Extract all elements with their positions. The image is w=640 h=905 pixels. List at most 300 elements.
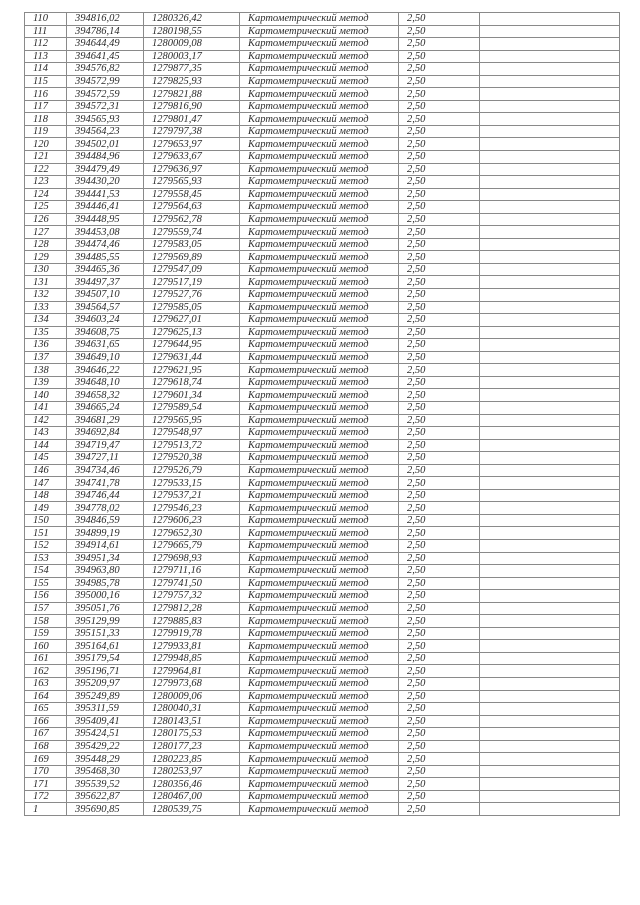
accuracy-cell: 2,50: [399, 38, 480, 51]
y-coordinate-cell: 1279644,95: [144, 339, 240, 352]
note-cell: [480, 13, 620, 26]
note-cell: [480, 401, 620, 414]
x-coordinate-cell: 394507,10: [67, 289, 144, 302]
method-cell: Картометрический метод: [240, 803, 399, 816]
x-coordinate-cell: 394564,57: [67, 301, 144, 314]
accuracy-cell: 2,50: [399, 13, 480, 26]
point-number-cell: 153: [25, 552, 67, 565]
table-row: [25, 414, 620, 427]
method-cell: Картометрический метод: [240, 251, 399, 264]
y-coordinate-cell: 1280040,31: [144, 703, 240, 716]
point-number-cell: 146: [25, 464, 67, 477]
table-row: [25, 728, 620, 741]
point-number-cell: 166: [25, 715, 67, 728]
table-row: [25, 665, 620, 678]
point-number-cell: 150: [25, 514, 67, 527]
note-cell: [480, 464, 620, 477]
note-cell: [480, 138, 620, 151]
note-cell: [480, 740, 620, 753]
point-number-cell: 160: [25, 640, 67, 653]
method-cell: Картометрический метод: [240, 552, 399, 565]
x-coordinate-cell: 395196,71: [67, 665, 144, 678]
accuracy-cell: 2,50: [399, 565, 480, 578]
y-coordinate-cell: 1279564,63: [144, 201, 240, 214]
accuracy-cell: 2,50: [399, 803, 480, 816]
x-coordinate-cell: 394816,02: [67, 13, 144, 26]
table-row: [25, 527, 620, 540]
point-number-cell: 123: [25, 176, 67, 189]
point-number-cell: 157: [25, 602, 67, 615]
note-cell: [480, 25, 620, 38]
note-cell: [480, 690, 620, 703]
table-row: [25, 301, 620, 314]
method-cell: Картометрический метод: [240, 289, 399, 302]
point-number-cell: 145: [25, 452, 67, 465]
x-coordinate-cell: 394719,47: [67, 439, 144, 452]
method-cell: Картометрический метод: [240, 25, 399, 38]
note-cell: [480, 88, 620, 101]
point-number-cell: 119: [25, 125, 67, 138]
table-row: [25, 188, 620, 201]
method-cell: Картометрический метод: [240, 728, 399, 741]
table-row: [25, 151, 620, 164]
point-number-cell: 125: [25, 201, 67, 214]
y-coordinate-cell: 1279517,19: [144, 276, 240, 289]
table-row: [25, 201, 620, 214]
note-cell: [480, 376, 620, 389]
accuracy-cell: 2,50: [399, 452, 480, 465]
x-coordinate-cell: 394641,45: [67, 50, 144, 63]
accuracy-cell: 2,50: [399, 715, 480, 728]
x-coordinate-cell: 395151,33: [67, 627, 144, 640]
accuracy-cell: 2,50: [399, 125, 480, 138]
table-row: [25, 364, 620, 377]
table-row: [25, 740, 620, 753]
x-coordinate-cell: 394734,46: [67, 464, 144, 477]
accuracy-cell: 2,50: [399, 414, 480, 427]
y-coordinate-cell: 1279973,68: [144, 677, 240, 690]
note-cell: [480, 552, 620, 565]
x-coordinate-cell: 395468,30: [67, 765, 144, 778]
y-coordinate-cell: 1279583,05: [144, 238, 240, 251]
table-row: [25, 138, 620, 151]
note-cell: [480, 803, 620, 816]
point-number-cell: 132: [25, 289, 67, 302]
accuracy-cell: 2,50: [399, 326, 480, 339]
x-coordinate-cell: 394963,80: [67, 565, 144, 578]
note-cell: [480, 615, 620, 628]
method-cell: Картометрический метод: [240, 213, 399, 226]
point-number-cell: 158: [25, 615, 67, 628]
note-cell: [480, 50, 620, 63]
x-coordinate-cell: 395311,59: [67, 703, 144, 716]
point-number-cell: 162: [25, 665, 67, 678]
x-coordinate-cell: 395622,87: [67, 790, 144, 803]
method-cell: Картометрический метод: [240, 502, 399, 515]
y-coordinate-cell: 1279546,23: [144, 502, 240, 515]
y-coordinate-cell: 1279821,88: [144, 88, 240, 101]
note-cell: [480, 590, 620, 603]
x-coordinate-cell: 394846,59: [67, 514, 144, 527]
note-cell: [480, 151, 620, 164]
point-number-cell: 169: [25, 753, 67, 766]
accuracy-cell: 2,50: [399, 765, 480, 778]
x-coordinate-cell: 394479,49: [67, 163, 144, 176]
table-row: [25, 326, 620, 339]
x-coordinate-cell: 395539,52: [67, 778, 144, 791]
table-row: [25, 263, 620, 276]
x-coordinate-cell: 394465,36: [67, 263, 144, 276]
y-coordinate-cell: 1279533,15: [144, 477, 240, 490]
note-cell: [480, 502, 620, 515]
y-coordinate-cell: 1280175,53: [144, 728, 240, 741]
accuracy-cell: 2,50: [399, 502, 480, 515]
point-number-cell: 161: [25, 652, 67, 665]
x-coordinate-cell: 395448,29: [67, 753, 144, 766]
y-coordinate-cell: 1280198,55: [144, 25, 240, 38]
y-coordinate-cell: 1279589,54: [144, 401, 240, 414]
y-coordinate-cell: 1280177,23: [144, 740, 240, 753]
x-coordinate-cell: 394914,61: [67, 539, 144, 552]
point-number-cell: 155: [25, 577, 67, 590]
note-cell: [480, 627, 620, 640]
accuracy-cell: 2,50: [399, 577, 480, 590]
accuracy-cell: 2,50: [399, 88, 480, 101]
note-cell: [480, 527, 620, 540]
x-coordinate-cell: 394649,10: [67, 351, 144, 364]
point-number-cell: 113: [25, 50, 67, 63]
note-cell: [480, 577, 620, 590]
table-row: [25, 75, 620, 88]
y-coordinate-cell: 1279559,74: [144, 226, 240, 239]
accuracy-cell: 2,50: [399, 339, 480, 352]
x-coordinate-cell: 395051,76: [67, 602, 144, 615]
accuracy-cell: 2,50: [399, 63, 480, 76]
accuracy-cell: 2,50: [399, 389, 480, 402]
x-coordinate-cell: 394727,11: [67, 452, 144, 465]
x-coordinate-cell: 394778,02: [67, 502, 144, 515]
y-coordinate-cell: 1279621,95: [144, 364, 240, 377]
table-row: [25, 38, 620, 51]
method-cell: Картометрический метод: [240, 565, 399, 578]
table-row: [25, 765, 620, 778]
method-cell: Картометрический метод: [240, 439, 399, 452]
note-cell: [480, 765, 620, 778]
note-cell: [480, 652, 620, 665]
point-number-cell: 140: [25, 389, 67, 402]
method-cell: Картометрический метод: [240, 339, 399, 352]
table-row: [25, 803, 620, 816]
accuracy-cell: 2,50: [399, 790, 480, 803]
point-number-cell: 120: [25, 138, 67, 151]
table-row: [25, 213, 620, 226]
table-row: [25, 464, 620, 477]
accuracy-cell: 2,50: [399, 539, 480, 552]
y-coordinate-cell: 1279948,85: [144, 652, 240, 665]
table-row: [25, 63, 620, 76]
y-coordinate-cell: 1279816,90: [144, 100, 240, 113]
note-cell: [480, 439, 620, 452]
x-coordinate-cell: 394572,59: [67, 88, 144, 101]
x-coordinate-cell: 394484,96: [67, 151, 144, 164]
y-coordinate-cell: 1279565,95: [144, 414, 240, 427]
note-cell: [480, 427, 620, 440]
point-number-cell: 142: [25, 414, 67, 427]
x-coordinate-cell: 395209,97: [67, 677, 144, 690]
point-number-cell: 128: [25, 238, 67, 251]
table-row: [25, 163, 620, 176]
method-cell: Картометрический метод: [240, 652, 399, 665]
accuracy-cell: 2,50: [399, 364, 480, 377]
point-number-cell: 116: [25, 88, 67, 101]
note-cell: [480, 602, 620, 615]
x-coordinate-cell: 394441,53: [67, 188, 144, 201]
y-coordinate-cell: 1279601,34: [144, 389, 240, 402]
method-cell: Картометрический метод: [240, 176, 399, 189]
table-row: [25, 477, 620, 490]
note-cell: [480, 514, 620, 527]
note-cell: [480, 414, 620, 427]
method-cell: Картометрический метод: [240, 125, 399, 138]
table-row: [25, 100, 620, 113]
table-row: [25, 427, 620, 440]
y-coordinate-cell: 1280253,97: [144, 765, 240, 778]
y-coordinate-cell: 1279801,47: [144, 113, 240, 126]
x-coordinate-cell: 395000,16: [67, 590, 144, 603]
y-coordinate-cell: 1279885,83: [144, 615, 240, 628]
x-coordinate-cell: 395690,85: [67, 803, 144, 816]
x-coordinate-cell: 394646,22: [67, 364, 144, 377]
table-row: [25, 615, 620, 628]
y-coordinate-cell: 1280223,85: [144, 753, 240, 766]
point-number-cell: 114: [25, 63, 67, 76]
point-number-cell: 156: [25, 590, 67, 603]
method-cell: Картометрический метод: [240, 765, 399, 778]
y-coordinate-cell: 1280356,46: [144, 778, 240, 791]
point-number-cell: 131: [25, 276, 67, 289]
point-number-cell: 134: [25, 314, 67, 327]
point-number-cell: 165: [25, 703, 67, 716]
accuracy-cell: 2,50: [399, 351, 480, 364]
y-coordinate-cell: 1279757,32: [144, 590, 240, 603]
point-number-cell: 164: [25, 690, 67, 703]
note-cell: [480, 251, 620, 264]
method-cell: Картометрический метод: [240, 151, 399, 164]
y-coordinate-cell: 1279825,93: [144, 75, 240, 88]
accuracy-cell: 2,50: [399, 489, 480, 502]
table-row: [25, 539, 620, 552]
y-coordinate-cell: 1279513,72: [144, 439, 240, 452]
accuracy-cell: 2,50: [399, 376, 480, 389]
table-row: [25, 602, 620, 615]
y-coordinate-cell: 1279526,79: [144, 464, 240, 477]
point-number-cell: 152: [25, 539, 67, 552]
accuracy-cell: 2,50: [399, 477, 480, 490]
point-number-cell: 151: [25, 527, 67, 540]
method-cell: Картометрический метод: [240, 326, 399, 339]
x-coordinate-cell: 394658,32: [67, 389, 144, 402]
accuracy-cell: 2,50: [399, 703, 480, 716]
y-coordinate-cell: 1279741,50: [144, 577, 240, 590]
y-coordinate-cell: 1280326,42: [144, 13, 240, 26]
accuracy-cell: 2,50: [399, 677, 480, 690]
table-row: [25, 627, 620, 640]
point-number-cell: 172: [25, 790, 67, 803]
table-row: [25, 577, 620, 590]
point-number-cell: 159: [25, 627, 67, 640]
note-cell: [480, 790, 620, 803]
x-coordinate-cell: 395129,99: [67, 615, 144, 628]
y-coordinate-cell: 1279547,09: [144, 263, 240, 276]
method-cell: Картометрический метод: [240, 602, 399, 615]
x-coordinate-cell: 394497,37: [67, 276, 144, 289]
point-number-cell: 121: [25, 151, 67, 164]
point-number-cell: 168: [25, 740, 67, 753]
y-coordinate-cell: 1279633,67: [144, 151, 240, 164]
accuracy-cell: 2,50: [399, 151, 480, 164]
note-cell: [480, 364, 620, 377]
accuracy-cell: 2,50: [399, 753, 480, 766]
method-cell: Картометрический метод: [240, 50, 399, 63]
y-coordinate-cell: 1280539,75: [144, 803, 240, 816]
x-coordinate-cell: 394786,14: [67, 25, 144, 38]
accuracy-cell: 2,50: [399, 602, 480, 615]
accuracy-cell: 2,50: [399, 552, 480, 565]
point-number-cell: 147: [25, 477, 67, 490]
y-coordinate-cell: 1280467,00: [144, 790, 240, 803]
method-cell: Картометрический метод: [240, 703, 399, 716]
x-coordinate-cell: 394430,20: [67, 176, 144, 189]
note-cell: [480, 539, 620, 552]
table-row: [25, 753, 620, 766]
table-row: [25, 113, 620, 126]
x-coordinate-cell: 394631,65: [67, 339, 144, 352]
point-number-cell: 141: [25, 401, 67, 414]
table-row: [25, 251, 620, 264]
y-coordinate-cell: 1279877,35: [144, 63, 240, 76]
x-coordinate-cell: 394572,31: [67, 100, 144, 113]
accuracy-cell: 2,50: [399, 201, 480, 214]
accuracy-cell: 2,50: [399, 652, 480, 665]
method-cell: Картометрический метод: [240, 514, 399, 527]
accuracy-cell: 2,50: [399, 163, 480, 176]
x-coordinate-cell: 395409,41: [67, 715, 144, 728]
y-coordinate-cell: 1279520,38: [144, 452, 240, 465]
table-row: [25, 314, 620, 327]
method-cell: Картометрический метод: [240, 615, 399, 628]
x-coordinate-cell: 394485,55: [67, 251, 144, 264]
method-cell: Картометрический метод: [240, 88, 399, 101]
point-number-cell: 115: [25, 75, 67, 88]
accuracy-cell: 2,50: [399, 263, 480, 276]
method-cell: Картометрический метод: [240, 188, 399, 201]
note-cell: [480, 201, 620, 214]
x-coordinate-cell: 394648,10: [67, 376, 144, 389]
method-cell: Картометрический метод: [240, 527, 399, 540]
y-coordinate-cell: 1279618,74: [144, 376, 240, 389]
method-cell: Картометрический метод: [240, 75, 399, 88]
accuracy-cell: 2,50: [399, 50, 480, 63]
accuracy-cell: 2,50: [399, 740, 480, 753]
table-row: [25, 289, 620, 302]
table-row: [25, 276, 620, 289]
method-cell: Картометрический метод: [240, 577, 399, 590]
point-number-cell: 130: [25, 263, 67, 276]
note-cell: [480, 226, 620, 239]
accuracy-cell: 2,50: [399, 251, 480, 264]
y-coordinate-cell: 1280143,51: [144, 715, 240, 728]
note-cell: [480, 289, 620, 302]
note-cell: [480, 715, 620, 728]
accuracy-cell: 2,50: [399, 439, 480, 452]
note-cell: [480, 314, 620, 327]
x-coordinate-cell: 394681,29: [67, 414, 144, 427]
point-number-cell: 127: [25, 226, 67, 239]
point-number-cell: 167: [25, 728, 67, 741]
y-coordinate-cell: 1279558,45: [144, 188, 240, 201]
note-cell: [480, 63, 620, 76]
point-number-cell: 135: [25, 326, 67, 339]
point-number-cell: 171: [25, 778, 67, 791]
method-cell: Картометрический метод: [240, 201, 399, 214]
point-number-cell: 122: [25, 163, 67, 176]
point-number-cell: 126: [25, 213, 67, 226]
method-cell: Картометрический метод: [240, 376, 399, 389]
method-cell: Картометрический метод: [240, 100, 399, 113]
method-cell: Картометрический метод: [240, 778, 399, 791]
y-coordinate-cell: 1279625,13: [144, 326, 240, 339]
accuracy-cell: 2,50: [399, 690, 480, 703]
point-number-cell: 138: [25, 364, 67, 377]
method-cell: Картометрический метод: [240, 627, 399, 640]
method-cell: Картометрический метод: [240, 690, 399, 703]
x-coordinate-cell: 394665,24: [67, 401, 144, 414]
accuracy-cell: 2,50: [399, 778, 480, 791]
note-cell: [480, 665, 620, 678]
x-coordinate-cell: 394572,99: [67, 75, 144, 88]
y-coordinate-cell: 1279627,01: [144, 314, 240, 327]
note-cell: [480, 38, 620, 51]
note-cell: [480, 213, 620, 226]
x-coordinate-cell: 394985,78: [67, 577, 144, 590]
method-cell: Картометрический метод: [240, 301, 399, 314]
point-number-cell: 139: [25, 376, 67, 389]
accuracy-cell: 2,50: [399, 226, 480, 239]
accuracy-cell: 2,50: [399, 627, 480, 640]
point-number-cell: 124: [25, 188, 67, 201]
point-number-cell: 143: [25, 427, 67, 440]
point-number-cell: 112: [25, 38, 67, 51]
accuracy-cell: 2,50: [399, 665, 480, 678]
x-coordinate-cell: 395164,61: [67, 640, 144, 653]
table-row: [25, 489, 620, 502]
note-cell: [480, 113, 620, 126]
x-coordinate-cell: 395424,51: [67, 728, 144, 741]
method-cell: Картометрический метод: [240, 427, 399, 440]
table-row: [25, 677, 620, 690]
method-cell: Картометрический метод: [240, 163, 399, 176]
method-cell: Картометрический метод: [240, 314, 399, 327]
accuracy-cell: 2,50: [399, 640, 480, 653]
x-coordinate-cell: 394692,84: [67, 427, 144, 440]
table-row: [25, 690, 620, 703]
y-coordinate-cell: 1279565,93: [144, 176, 240, 189]
method-cell: Картометрический метод: [240, 590, 399, 603]
point-number-cell: 137: [25, 351, 67, 364]
method-cell: Картометрический метод: [240, 351, 399, 364]
table-row: [25, 238, 620, 251]
accuracy-cell: 2,50: [399, 514, 480, 527]
